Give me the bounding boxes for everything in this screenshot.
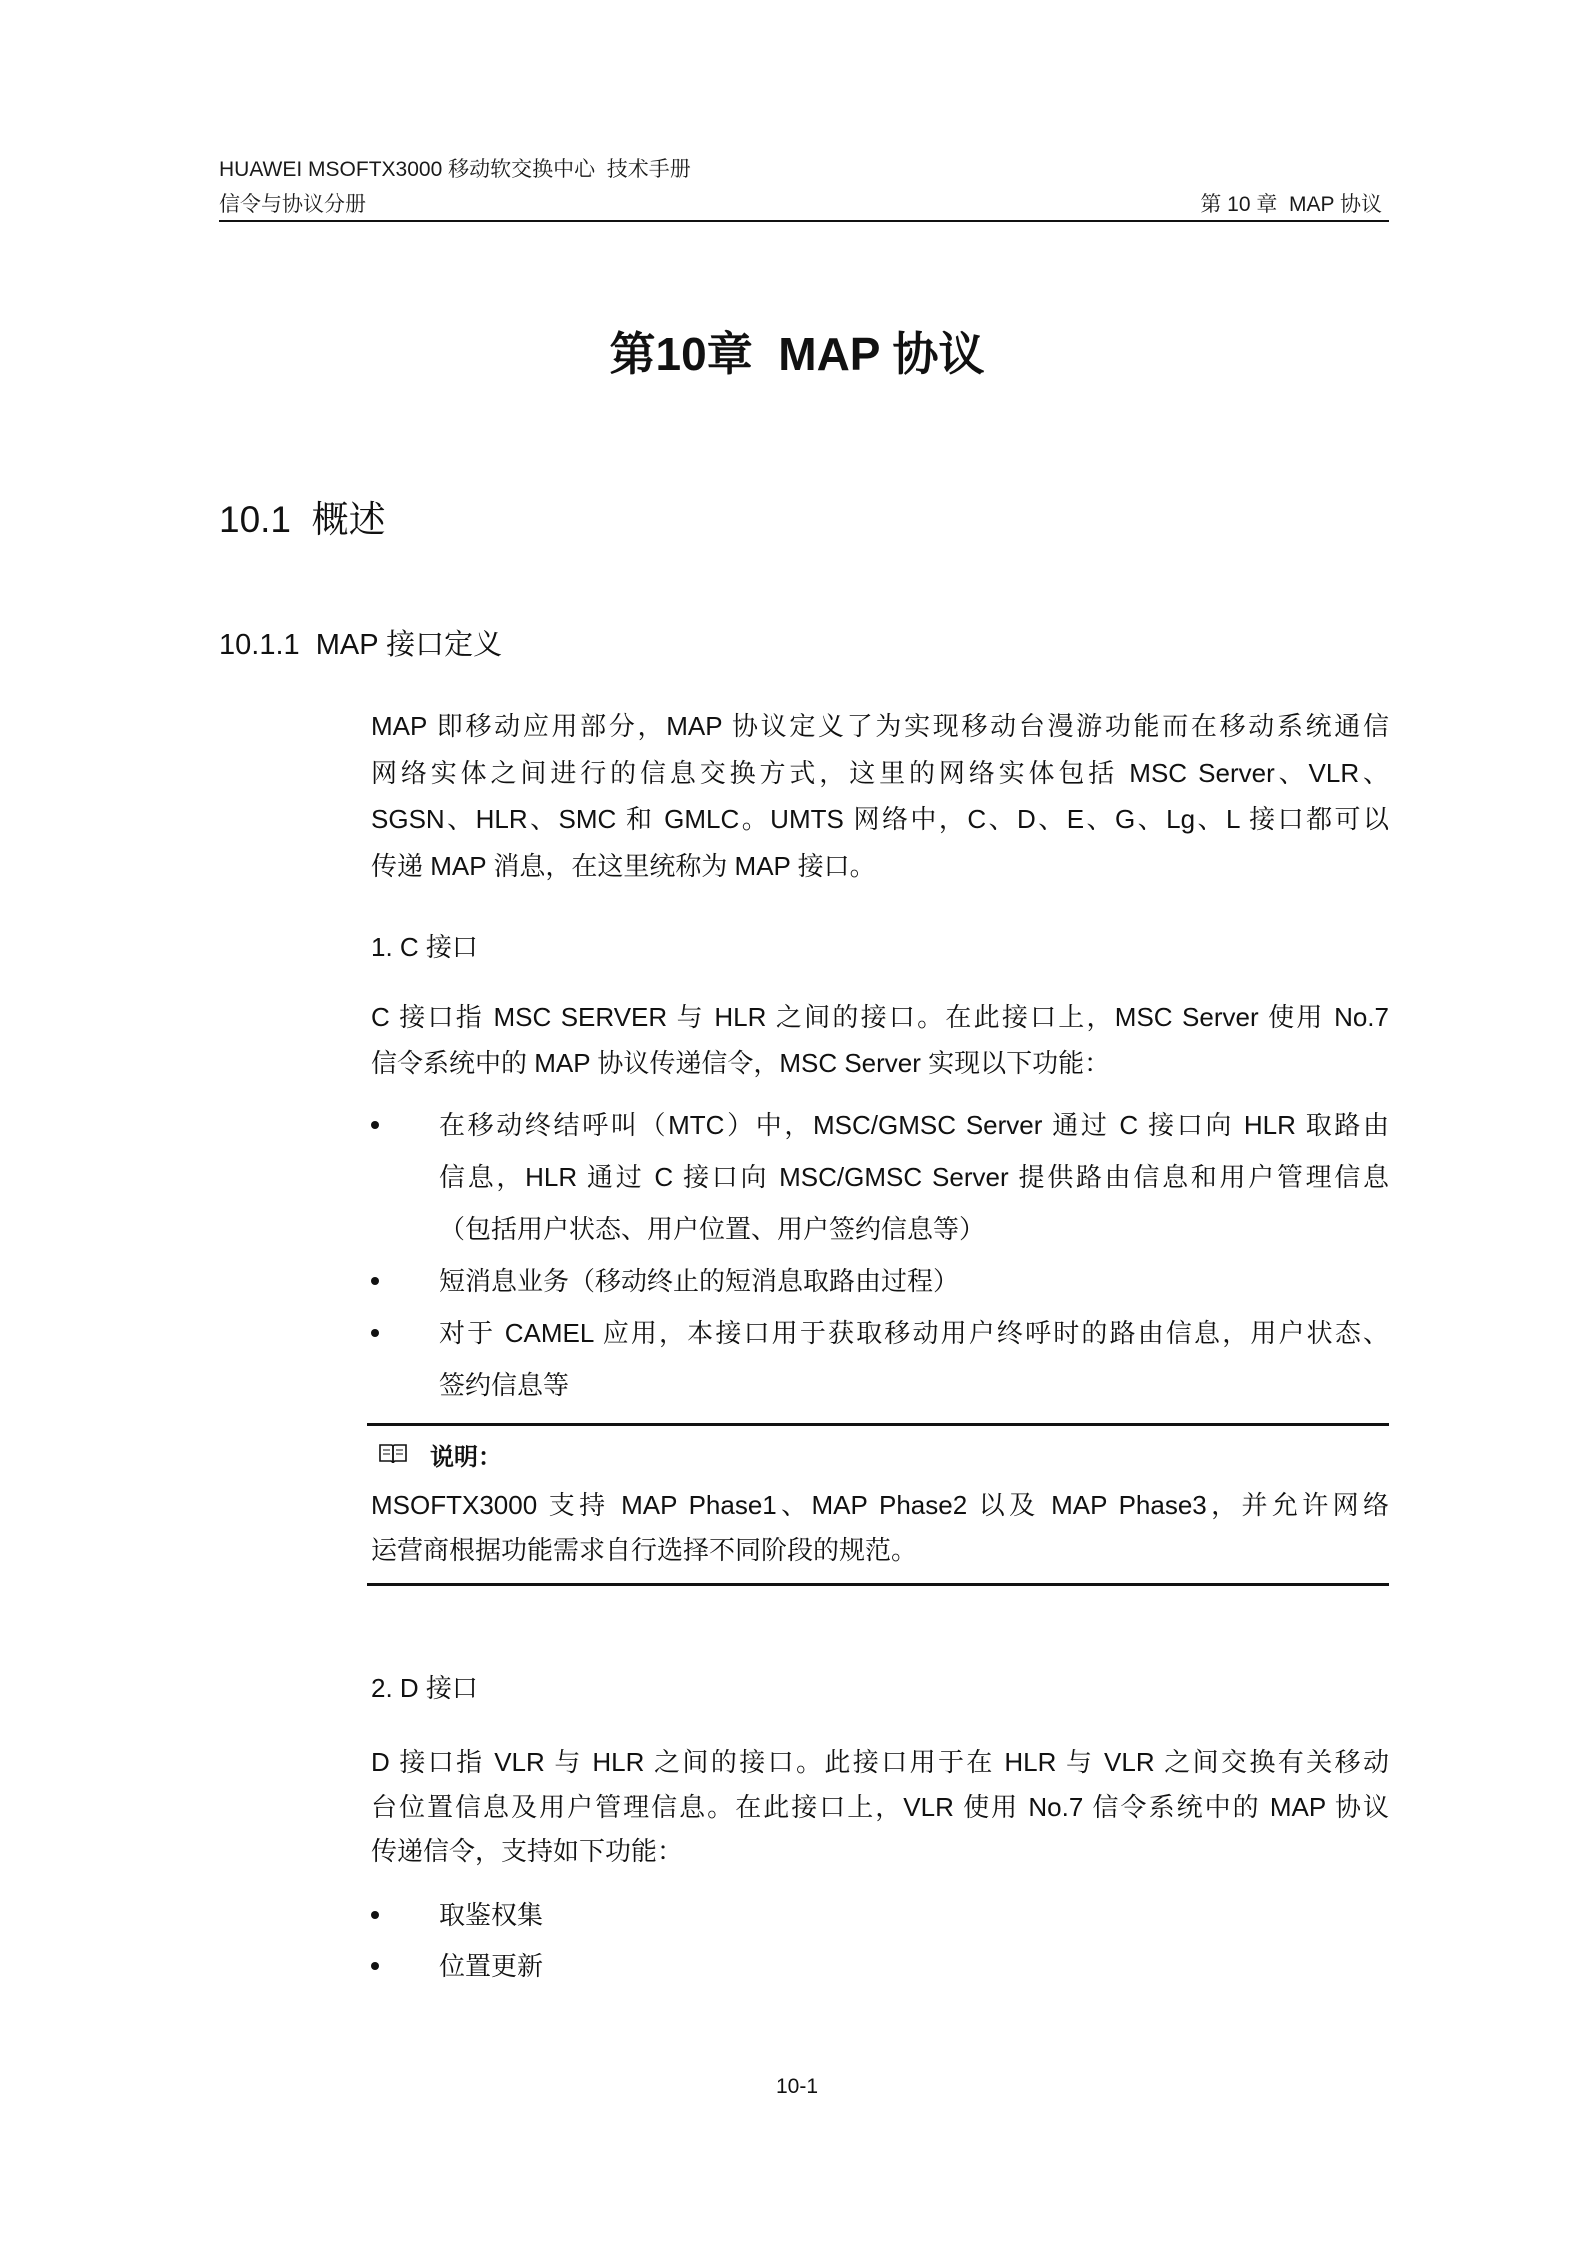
note-line: 运营商根据功能需求自行选择不同阶段的规范。 xyxy=(371,1535,918,1565)
note-top-rule xyxy=(367,1423,1389,1426)
note-label-text: 说明： xyxy=(430,1444,502,1471)
d-interface-bullet-list xyxy=(371,1890,1389,1992)
bullet-dot xyxy=(371,1121,379,1129)
paragraph-line: 传递信令，支持如下功能： xyxy=(371,1836,684,1866)
bullet-line: 短消息业务（移动终止的短消息取路由过程） xyxy=(439,1266,960,1296)
book-icon xyxy=(378,1440,408,1476)
subsection-title: 10.1.1 MAP 接口定义 xyxy=(219,629,503,661)
paragraph-line: 台位置信息及用户管理信息。在此接口上，VLR 使用 No.7 信令系统中的 MAP 协议 xyxy=(371,1791,1389,1822)
d-interface-paragraph xyxy=(371,1740,1389,1874)
bullet-line: 在移动终结呼叫（MTC）中，MSC/GMSC Server 通过 C 接口向 HLR 取路由 xyxy=(439,1110,1389,1140)
page-number: 10-1 xyxy=(775,2075,819,2098)
bullet-dot xyxy=(371,1962,379,1970)
paragraph-line: 网络实体之间进行的信息交换方式，这里的网络实体包括 MSC Server、VLR、 xyxy=(371,757,1389,788)
paragraph-line: C 接口指 MSC SERVER 与 HLR 之间的接口。在此接口上，MSC Server 使用 No.7 xyxy=(371,1002,1389,1032)
d-interface-heading: 2. D 接口 xyxy=(371,1673,478,1703)
bullet-item xyxy=(371,1941,1389,1992)
bullet-line: （包括用户状态、用户位置、用户签约信息等） xyxy=(439,1214,986,1244)
note-label xyxy=(378,1440,502,1476)
header-rule xyxy=(219,220,1389,222)
header-subtitle: 信令与协议分册 xyxy=(219,193,366,216)
bullet-line: 对于 CAMEL 应用，本接口用于获取移动用户终呼时的路由信息，用户状态、 xyxy=(439,1318,1389,1348)
paragraph-line: 传递 MAP 消息，在这里统称为 MAP 接口。 xyxy=(371,850,876,881)
intro-paragraph xyxy=(371,703,1389,889)
section-title: 10.1 概述 xyxy=(219,499,386,540)
c-interface-bullet-list xyxy=(371,1099,1389,1411)
bullet-line: 取鉴权集 xyxy=(439,1900,544,1930)
paragraph-line: SGSN、HLR、SMC 和 GMLC。UMTS 网络中，C、D、E、G、Lg、L 接口都可以 xyxy=(371,804,1389,834)
note-bottom-rule xyxy=(367,1583,1389,1586)
c-interface-heading: 1. C 接口 xyxy=(371,932,478,962)
bullet-line: 位置更新 xyxy=(439,1951,544,1981)
bullet-dot xyxy=(371,1329,379,1337)
bullet-dot xyxy=(371,1911,379,1919)
bullet-item xyxy=(371,1890,1389,1941)
paragraph-line: D 接口指 VLR 与 HLR 之间的接口。此接口用于在 HLR 与 VLR 之间交换有关移动 xyxy=(371,1747,1389,1777)
chapter-title: 第10章 MAP 协议 xyxy=(609,328,985,380)
bullet-line: 签约信息等 xyxy=(439,1370,570,1400)
header-title: HUAWEI MSOFTX3000 移动软交换中心 技术手册 xyxy=(219,158,691,181)
header-chapter: 第 10 章 MAP 协议 xyxy=(1200,193,1382,216)
bullet-item xyxy=(371,1255,1389,1307)
bullet-item xyxy=(371,1307,1389,1411)
note-line: MSOFTX3000 支持 MAP Phase1、MAP Phase2 以及 MAP Phase3，并允许网络 xyxy=(371,1490,1389,1520)
bullet-dot xyxy=(371,1277,379,1285)
paragraph-line: MAP 即移动应用部分，MAP 协议定义了为实现移动台漫游功能而在移动系统通信 xyxy=(371,711,1389,741)
note-paragraph xyxy=(371,1483,1389,1573)
c-interface-paragraph xyxy=(371,994,1389,1086)
paragraph-line: 信令系统中的 MAP 协议传递信令，MSC Server 实现以下功能： xyxy=(371,1048,1111,1078)
bullet-line: 信息，HLR 通过 C 接口向 MSC/GMSC Server 提供路由信息和用户管理信息 xyxy=(439,1162,1389,1192)
bullet-item xyxy=(371,1099,1389,1255)
